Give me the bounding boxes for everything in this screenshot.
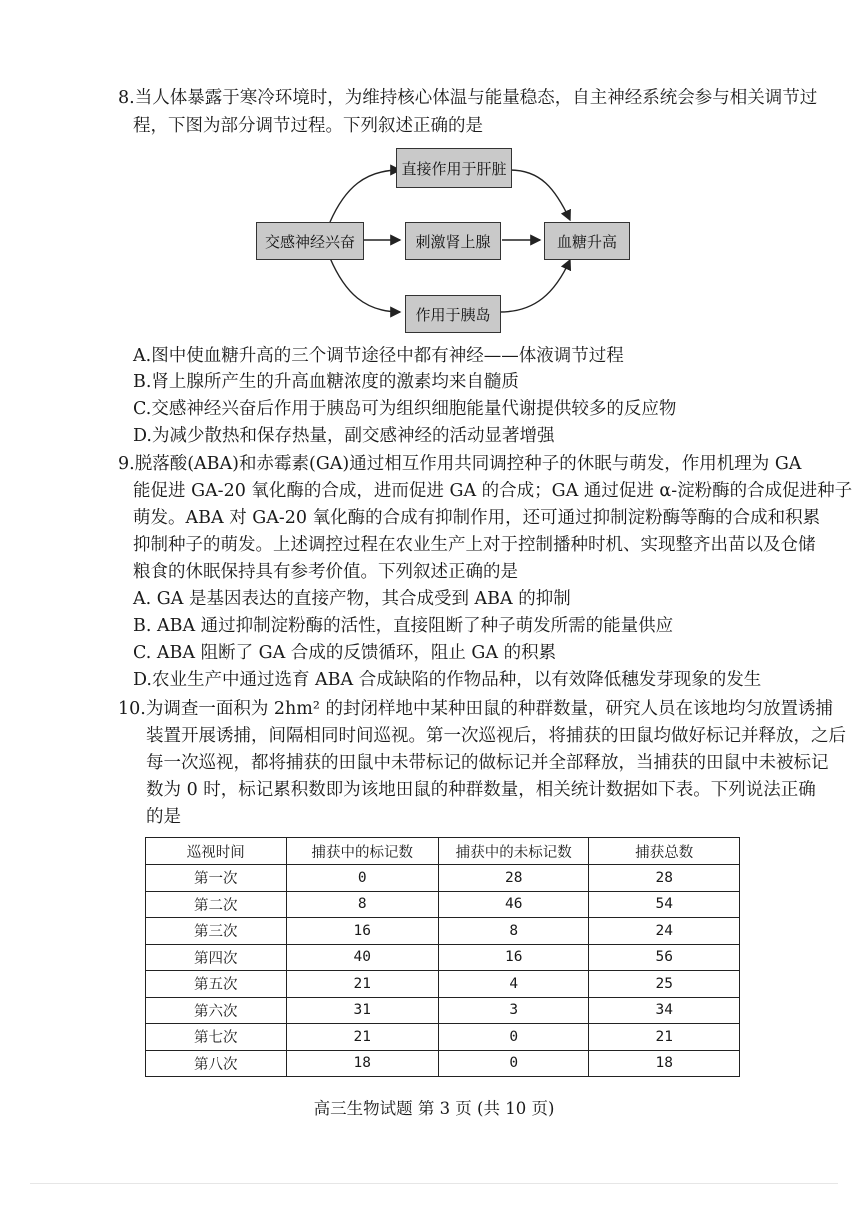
table-header-cell: 捕获中的标记数 bbox=[286, 838, 438, 865]
table-cell: 第三次 bbox=[146, 918, 287, 945]
q9-option-d: D.农业生产中通过选育 ABA 合成缺陷的作物品种，以有效降低穗发芽现象的发生 bbox=[133, 670, 762, 690]
q9-stem-line-4: 抑制种子的萌发。上述调控过程在农业生产上对于控制播种时机、实现整齐出苗以及仓储 bbox=[133, 535, 816, 555]
table-row bbox=[146, 971, 740, 998]
box-sympathetic: 交感神经兴奋 bbox=[256, 222, 364, 260]
table-cell: 31 bbox=[286, 997, 438, 1024]
table-row bbox=[146, 944, 740, 971]
table-cell: 25 bbox=[589, 971, 740, 998]
table-row bbox=[146, 891, 740, 918]
table-header-cell: 巡视时间 bbox=[146, 838, 287, 865]
table-cell: 21 bbox=[286, 971, 438, 998]
regulation-diagram bbox=[250, 138, 640, 338]
table-cell: 8 bbox=[439, 918, 589, 945]
table-row bbox=[146, 1024, 740, 1051]
table-cell: 0 bbox=[286, 865, 438, 892]
arrow-source-to-top bbox=[330, 170, 400, 222]
table-cell: 56 bbox=[589, 944, 740, 971]
arrow-top-to-target bbox=[510, 170, 570, 220]
q10-stem-line-1: 10.为调查一面积为 2hm² 的封闭样地中某种田鼠的种群数量，研究人员在该地均匀放置诱捕 bbox=[118, 699, 833, 719]
table-cell: 16 bbox=[286, 918, 438, 945]
table-cell: 0 bbox=[439, 1024, 589, 1051]
table-cell: 8 bbox=[286, 891, 438, 918]
q10-stem-line-3: 每一次巡视，都将捕获的田鼠中未带标记的做标记并全部释放，当捕获的田鼠中未被标记 bbox=[146, 753, 829, 773]
table-cell: 28 bbox=[589, 865, 740, 892]
table-cell: 21 bbox=[286, 1024, 438, 1051]
q9-stem-line-3: 萌发。ABA 对 GA-20 氧化酶的合成有抑制作用，还可通过抑制淀粉酶等酶的合成和积累 bbox=[133, 508, 821, 528]
table-row bbox=[146, 997, 740, 1024]
q9-option-c: C. ABA 阻断了 GA 合成的反馈循环，阻止 GA 的积累 bbox=[133, 643, 557, 663]
table-cell: 0 bbox=[439, 1050, 589, 1077]
table-row bbox=[146, 918, 740, 945]
table-cell: 第五次 bbox=[146, 971, 287, 998]
q9-stem-line-1: 9.脱落酸(ABA)和赤霉素(GA)通过相互作用共同调控种子的休眠与萌发，作用机理为 GA bbox=[118, 454, 802, 474]
table-cell: 18 bbox=[589, 1050, 740, 1077]
q9-stem-line-5: 粮食的休眠保持具有参考价值。下列叙述正确的是 bbox=[133, 562, 518, 582]
q8-stem-line-2: 程，下图为部分调节过程。下列叙述正确的是 bbox=[133, 116, 483, 136]
table-header-row bbox=[146, 838, 740, 865]
box-blood-sugar: 血糖升高 bbox=[544, 222, 630, 260]
table-cell: 28 bbox=[439, 865, 589, 892]
q8-option-d: D.为减少散热和保存热量，副交感神经的活动显著增强 bbox=[133, 426, 555, 446]
table-cell: 第二次 bbox=[146, 891, 287, 918]
table-header-cell: 捕获中的未标记数 bbox=[439, 838, 589, 865]
box-adrenal: 刺激肾上腺 bbox=[405, 222, 501, 260]
table-cell: 第四次 bbox=[146, 944, 287, 971]
table-cell: 18 bbox=[286, 1050, 438, 1077]
arrow-bottom-to-target bbox=[500, 260, 570, 312]
table-row bbox=[146, 865, 740, 892]
q9-option-a: A. GA 是基因表达的直接产物，其合成受到 ABA 的抑制 bbox=[133, 589, 571, 609]
table-cell: 21 bbox=[589, 1024, 740, 1051]
q8-option-c: C.交感神经兴奋后作用于胰岛可为组织细胞能量代谢提供较多的反应物 bbox=[133, 399, 677, 419]
table-row bbox=[146, 1050, 740, 1077]
page-footer: 高三生物试题 第 3 页 (共 10 页) bbox=[313, 1099, 555, 1118]
table-header-cell: 捕获总数 bbox=[589, 838, 740, 865]
box-liver: 直接作用于肝脏 bbox=[396, 148, 512, 188]
table-cell: 第七次 bbox=[146, 1024, 287, 1051]
bottom-divider bbox=[30, 1183, 838, 1184]
q10-stem-line-5: 的是 bbox=[146, 807, 181, 827]
arrow-source-to-bottom bbox=[330, 258, 400, 312]
q8-stem-line-1: 8.当人体暴露于寒冷环境时，为维持核心体温与能量稳态，自主神经系统会参与相关调节过 bbox=[118, 88, 818, 108]
q9-option-b: B. ABA 通过抑制淀粉酶的活性，直接阻断了种子萌发所需的能量供应 bbox=[133, 616, 674, 636]
table-cell: 54 bbox=[589, 891, 740, 918]
table-cell: 46 bbox=[439, 891, 589, 918]
table-cell: 第八次 bbox=[146, 1050, 287, 1077]
table-cell: 40 bbox=[286, 944, 438, 971]
q8-option-b: B.肾上腺所产生的升高血糖浓度的激素均来自髓质 bbox=[133, 372, 519, 392]
q9-stem-line-2: 能促进 GA-20 氧化酶的合成，进而促进 GA 的合成；GA 通过促进 α-淀粉酶的合成促进种子 bbox=[133, 481, 853, 501]
q10-stem-line-2: 装置开展诱捕，间隔相同时间巡视。第一次巡视后，将捕获的田鼠均做好标记并释放，之后 bbox=[146, 726, 846, 746]
q8-option-a: A.图中使血糖升高的三个调节途径中都有神经——体液调节过程 bbox=[133, 346, 624, 366]
table-cell: 第六次 bbox=[146, 997, 287, 1024]
table-cell: 4 bbox=[439, 971, 589, 998]
table-cell: 3 bbox=[439, 997, 589, 1024]
table-cell: 24 bbox=[589, 918, 740, 945]
table-cell: 34 bbox=[589, 997, 740, 1024]
table-cell: 16 bbox=[439, 944, 589, 971]
capture-data-table bbox=[145, 837, 740, 1077]
q10-stem-line-4: 数为 0 时，标记累积数即为该地田鼠的种群数量，相关统计数据如下表。下列说法正确 bbox=[146, 780, 816, 800]
box-islet: 作用于胰岛 bbox=[405, 295, 501, 333]
table-cell: 第一次 bbox=[146, 865, 287, 892]
